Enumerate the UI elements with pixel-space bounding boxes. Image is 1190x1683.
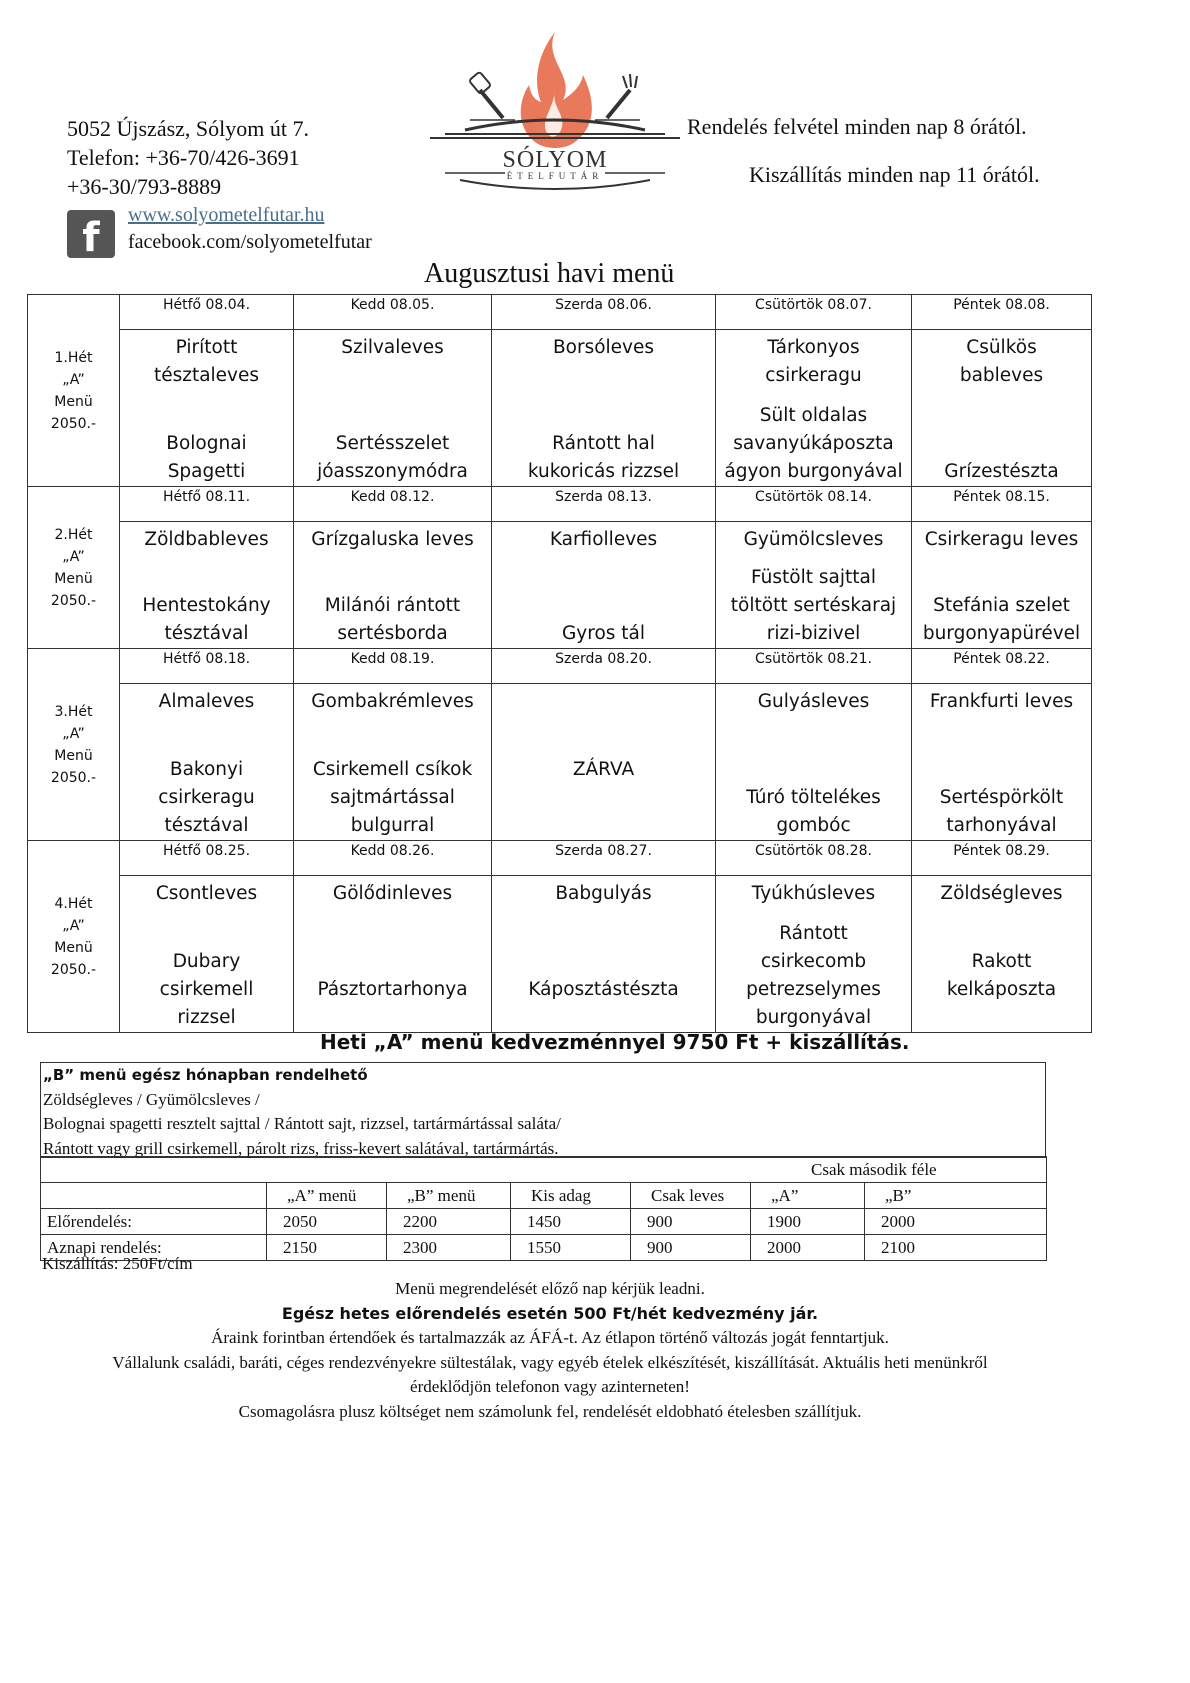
soup xyxy=(492,334,715,362)
footer-discount: Egész hetes előrendelés esetén 500 Ft/hét kedvezmény jár. xyxy=(281,1303,819,1323)
day-header: Szerda 08.13. xyxy=(492,487,716,522)
main-course-line: kukoricás rizzsel xyxy=(527,461,680,482)
main-course xyxy=(716,920,911,1032)
soup-line: Csontleves xyxy=(155,883,258,904)
day-header: Csütörtök 08.07. xyxy=(716,295,912,330)
delivery-fee: Kiszállítás: 250Ft/cím xyxy=(42,1254,193,1273)
soup xyxy=(120,880,293,908)
soup xyxy=(716,526,911,554)
main-course-line: savanyúkáposzta xyxy=(733,433,894,454)
footer-note: Csomagolásra plusz költséget nem számolunk fel, rendelését eldobható ételesben szállítjuk. xyxy=(238,1401,862,1421)
price-header xyxy=(41,1183,267,1209)
main-course-line: Pásztortarhonya xyxy=(317,979,468,1000)
facebook-link[interactable]: facebook.com/solyometelfutar xyxy=(128,231,372,253)
main-course xyxy=(492,430,715,486)
day-header: Hétfő 08.04. xyxy=(120,295,294,330)
week-label-line: 2050.- xyxy=(50,415,97,432)
day-header: Kedd 08.12. xyxy=(294,487,492,522)
week-label xyxy=(28,295,120,487)
main-course-line: Rakott xyxy=(971,951,1032,972)
main-course-line xyxy=(294,1004,491,1032)
price-row-label: Aznapi rendelés: xyxy=(41,1235,267,1261)
day-menu xyxy=(492,876,716,1033)
day-header: Péntek 08.08. xyxy=(912,295,1092,330)
second-only-label: Csak második féle xyxy=(41,1157,1047,1183)
main-course xyxy=(492,976,715,1032)
footer-note: Áraink forintban értendőek és tartalmazzák az ÁFÁ-t. Az étlapon történő változás jogát fenntartjuk. xyxy=(211,1328,889,1347)
main-course-line: csirkeragu xyxy=(158,787,255,808)
soup xyxy=(492,880,715,908)
price-cell: 2000 xyxy=(751,1235,865,1261)
soup-line: bableves xyxy=(959,365,1044,386)
main-course xyxy=(912,592,1091,648)
soup xyxy=(912,334,1091,390)
soup-line: Tárkonyos xyxy=(767,337,860,358)
soup-line: Gölődinleves xyxy=(332,883,453,904)
soup xyxy=(716,334,911,390)
soup-line: Grízgaluska leves xyxy=(311,529,474,550)
day-menu xyxy=(492,684,716,841)
day-menu xyxy=(294,876,492,1033)
b-menu-line: Zöldségleves / Gyümölcsleves / xyxy=(43,1089,260,1109)
main-course-line: csirkecomb xyxy=(760,951,867,972)
main-course xyxy=(120,430,293,486)
day-header: Hétfő 08.18. xyxy=(120,649,294,684)
day-header: Csütörtök 08.14. xyxy=(716,487,912,522)
main-course xyxy=(912,458,1091,486)
brand-name: SÓLYOM xyxy=(502,147,608,173)
price-cell: 2000 xyxy=(865,1209,1047,1235)
main-course-line: tésztával xyxy=(164,623,249,644)
b-menu-box xyxy=(40,1062,1046,1158)
footer-note: Menü megrendelését előző nap kérjük leadni. xyxy=(395,1279,705,1298)
day-header: Hétfő 08.25. xyxy=(120,841,294,876)
day-header: Péntek 08.15. xyxy=(912,487,1092,522)
main-course xyxy=(912,784,1091,840)
soup-line: Karfiolleves xyxy=(549,529,658,550)
main-course xyxy=(716,784,911,840)
day-header: Péntek 08.22. xyxy=(912,649,1092,684)
main-course-line: Bolognai xyxy=(166,433,247,454)
price-cell: 2150 xyxy=(267,1235,387,1261)
brand-tagline: ÉTELFUTÁR xyxy=(506,171,604,181)
soup-line: csirkeragu xyxy=(765,365,862,386)
soup xyxy=(294,526,491,554)
week-label xyxy=(28,841,120,1033)
day-menu xyxy=(492,330,716,487)
day-menu xyxy=(294,684,492,841)
soup xyxy=(912,688,1091,716)
soup xyxy=(912,526,1091,554)
soup-line: Pirított xyxy=(175,337,238,358)
b-menu-line: Bolognai spagetti resztelt sajttal / Rántott sajt, rizzsel, tartármártással saláta/ xyxy=(43,1114,561,1133)
soup xyxy=(294,880,491,908)
day-menu xyxy=(716,522,912,649)
main-course-line: Sertéspörkölt xyxy=(939,787,1064,808)
week-label-line: 1.Hét xyxy=(54,349,93,366)
main-course-line: Milánói rántott xyxy=(324,595,461,616)
b-menu-line: Rántott vagy grill csirkemell, párolt rizs, friss-kevert salátával, tartármártás. xyxy=(43,1138,559,1158)
soup xyxy=(120,334,293,390)
week-label-line: Menü xyxy=(54,747,93,764)
soup xyxy=(912,880,1091,908)
main-course-line: jóasszonymódra xyxy=(317,461,468,482)
main-course xyxy=(492,620,715,648)
day-header: Csütörtök 08.21. xyxy=(716,649,912,684)
price-cell: 900 xyxy=(631,1235,751,1261)
b-menu-heading: „B” menü egész hónapban rendelhető xyxy=(43,1066,368,1084)
price-header: „A” xyxy=(751,1183,865,1209)
main-course-line: Dubary xyxy=(172,951,241,972)
main-course xyxy=(294,430,491,486)
price-cell: 1900 xyxy=(751,1209,865,1235)
soup xyxy=(492,526,715,554)
day-header: Szerda 08.27. xyxy=(492,841,716,876)
soup-line: Tyúkhúsleves xyxy=(751,883,876,904)
order-hours: Rendelés felvétel minden nap 8 órától. xyxy=(687,114,1027,139)
soup-line: Frankfurti leves xyxy=(929,691,1074,712)
main-course-line: bulgurral xyxy=(350,815,435,836)
main-course-line: ZÁRVA xyxy=(572,759,635,780)
main-course-line: burgonyapürével xyxy=(922,623,1081,644)
main-course-line: rizi-bizivel xyxy=(766,623,861,644)
week-label-line: 3.Hét xyxy=(54,703,93,720)
week-label-line: 2.Hét xyxy=(54,526,93,543)
address: 5052 Újszász, Sólyom út 7. xyxy=(67,116,309,141)
main-course xyxy=(294,592,491,648)
main-course-line: Gyros tál xyxy=(561,623,646,644)
main-course-line: sertésborda xyxy=(337,623,448,644)
day-menu xyxy=(716,876,912,1033)
week-label-line: 4.Hét xyxy=(54,895,93,912)
week-label-line: „A” xyxy=(62,371,85,388)
week-label-line: 2050.- xyxy=(50,961,97,978)
day-menu xyxy=(120,330,294,487)
day-menu xyxy=(912,522,1092,649)
main-course-line: kelkáposzta xyxy=(946,979,1057,1000)
day-header: Hétfő 08.11. xyxy=(120,487,294,522)
footer-note: Vállalunk családi, baráti, céges rendezvényekre sültestálak, vagy egyéb ételek elkészítését, kiszállítását. Aktuális heti menünkről xyxy=(112,1352,988,1372)
main-course xyxy=(492,756,715,840)
day-header: Szerda 08.06. xyxy=(492,295,716,330)
price-cell: 900 xyxy=(631,1209,751,1235)
week-label-line: „A” xyxy=(62,548,85,565)
logo xyxy=(425,30,685,200)
price-cell: 2200 xyxy=(387,1209,511,1235)
soup-line: Almaleves xyxy=(158,691,255,712)
price-header: Kis adag xyxy=(511,1183,631,1209)
main-course-line: Káposztástészta xyxy=(528,979,679,1000)
main-course xyxy=(912,948,1091,1032)
main-course-line: Bakonyi xyxy=(169,759,244,780)
soup xyxy=(716,880,911,908)
main-course-line: Rántott xyxy=(779,923,848,944)
soup xyxy=(120,526,293,554)
week-label-line: „A” xyxy=(62,725,85,742)
main-course-line xyxy=(912,1004,1091,1032)
day-menu xyxy=(912,876,1092,1033)
main-course-line: tésztával xyxy=(164,815,249,836)
footer xyxy=(0,1277,1100,1424)
price-cell: 1450 xyxy=(511,1209,631,1235)
page-title: Augusztusi havi menü xyxy=(424,258,675,289)
soup-line: Babgulyás xyxy=(555,883,652,904)
main-course-line: Füstölt sajttal xyxy=(751,567,876,588)
price-table xyxy=(40,1156,1047,1261)
day-menu xyxy=(294,522,492,649)
delivery-hours: Kiszállítás minden nap 11 órától. xyxy=(749,162,1040,187)
day-menu xyxy=(912,330,1092,487)
price-header: „B” menü xyxy=(387,1183,511,1209)
soup-line: Gombakrémleves xyxy=(311,691,474,712)
main-course-line: tarhonyával xyxy=(946,815,1057,836)
main-course-line: Túró töltelékes xyxy=(746,787,881,808)
price-cell: 2050 xyxy=(267,1209,387,1235)
menu-table xyxy=(27,294,1092,1033)
main-course-line: csirkemell xyxy=(159,979,254,1000)
facebook-icon[interactable]: f xyxy=(67,210,115,258)
main-course-line: töltött sertéskaraj xyxy=(730,595,897,616)
main-course xyxy=(120,948,293,1032)
soup-line: tésztaleves xyxy=(153,365,260,386)
day-menu xyxy=(120,876,294,1033)
soup-line: Szilvaleves xyxy=(341,337,444,358)
week-label xyxy=(28,487,120,649)
price-header: Csak leves xyxy=(631,1183,751,1209)
day-header: Kedd 08.26. xyxy=(294,841,492,876)
week-label-line: 2050.- xyxy=(50,769,97,786)
main-course xyxy=(716,402,911,486)
soup-line: Csirkeragu leves xyxy=(924,529,1079,550)
main-course xyxy=(294,756,491,840)
soup xyxy=(294,688,491,716)
soup-line: Gulyásleves xyxy=(757,691,870,712)
day-header: Kedd 08.05. xyxy=(294,295,492,330)
main-course-line: Hentestokány xyxy=(142,595,271,616)
main-course-line: Stefánia szelet xyxy=(933,595,1070,616)
main-course xyxy=(120,756,293,840)
day-header: Csütörtök 08.28. xyxy=(716,841,912,876)
day-menu xyxy=(492,522,716,649)
price-header: „A” menü xyxy=(267,1183,387,1209)
main-course-line: ágyon burgonyával xyxy=(724,461,903,482)
soup-line: Zöldbableves xyxy=(144,529,269,550)
price-row-label: Előrendelés: xyxy=(41,1209,267,1235)
soup-line: Csülkös xyxy=(966,337,1037,358)
price-cell: 2300 xyxy=(387,1235,511,1261)
website-link[interactable]: www.solyometelfutar.hu xyxy=(128,204,325,226)
phone-secondary: +36-30/793-8889 xyxy=(67,174,222,199)
week-label xyxy=(28,649,120,841)
main-course-line: Sült oldalas xyxy=(759,405,868,426)
day-menu xyxy=(120,522,294,649)
main-course xyxy=(294,976,491,1032)
day-menu xyxy=(716,330,912,487)
main-course-line: rizzsel xyxy=(177,1007,236,1028)
main-course-line: Sertésszelet xyxy=(335,433,450,454)
week-label-line: „A” xyxy=(62,917,85,934)
day-menu xyxy=(120,684,294,841)
main-course-line xyxy=(492,812,715,840)
main-course-line: petrezselymes xyxy=(746,979,881,1000)
soup xyxy=(120,688,293,716)
day-header: Kedd 08.19. xyxy=(294,649,492,684)
price-cell: 2100 xyxy=(865,1235,1047,1261)
main-course-line xyxy=(492,1004,715,1032)
week-label-line: Menü xyxy=(54,393,93,410)
main-course-line: Csirkemell csíkok xyxy=(312,759,473,780)
day-header: Péntek 08.29. xyxy=(912,841,1092,876)
soup-line: Borsóleves xyxy=(552,337,655,358)
soup xyxy=(294,334,491,362)
main-course-line: Spagetti xyxy=(167,461,246,482)
main-course-line: Rántott hal xyxy=(552,433,655,454)
day-menu xyxy=(716,684,912,841)
main-course-line xyxy=(492,784,715,812)
day-menu xyxy=(294,330,492,487)
price-header: „B” xyxy=(865,1183,1047,1209)
main-course xyxy=(716,564,911,648)
price-cell: 1550 xyxy=(511,1235,631,1261)
week-label-line: 2050.- xyxy=(50,592,97,609)
day-header: Szerda 08.20. xyxy=(492,649,716,684)
weekly-offer: Heti „A” menü kedvezménnyel 9750 Ft + kiszállítás. xyxy=(320,1030,910,1054)
main-course-line: gombóc xyxy=(776,815,851,836)
main-course xyxy=(120,592,293,648)
main-course-line: Grízestészta xyxy=(944,461,1059,482)
soup-line: Gyümölcsleves xyxy=(743,529,884,550)
main-course-line: burgonyával xyxy=(755,1007,872,1028)
soup-line: Zöldségleves xyxy=(940,883,1063,904)
day-menu xyxy=(912,684,1092,841)
main-course-line: sajtmártással xyxy=(330,787,455,808)
footer-note: érdeklődjön telefonon vagy azinterneten! xyxy=(410,1377,690,1396)
week-label-line: Menü xyxy=(54,570,93,587)
phone-primary: Telefon: +36-70/426-3691 xyxy=(67,145,300,170)
week-label-line: Menü xyxy=(54,939,93,956)
soup xyxy=(716,688,911,716)
